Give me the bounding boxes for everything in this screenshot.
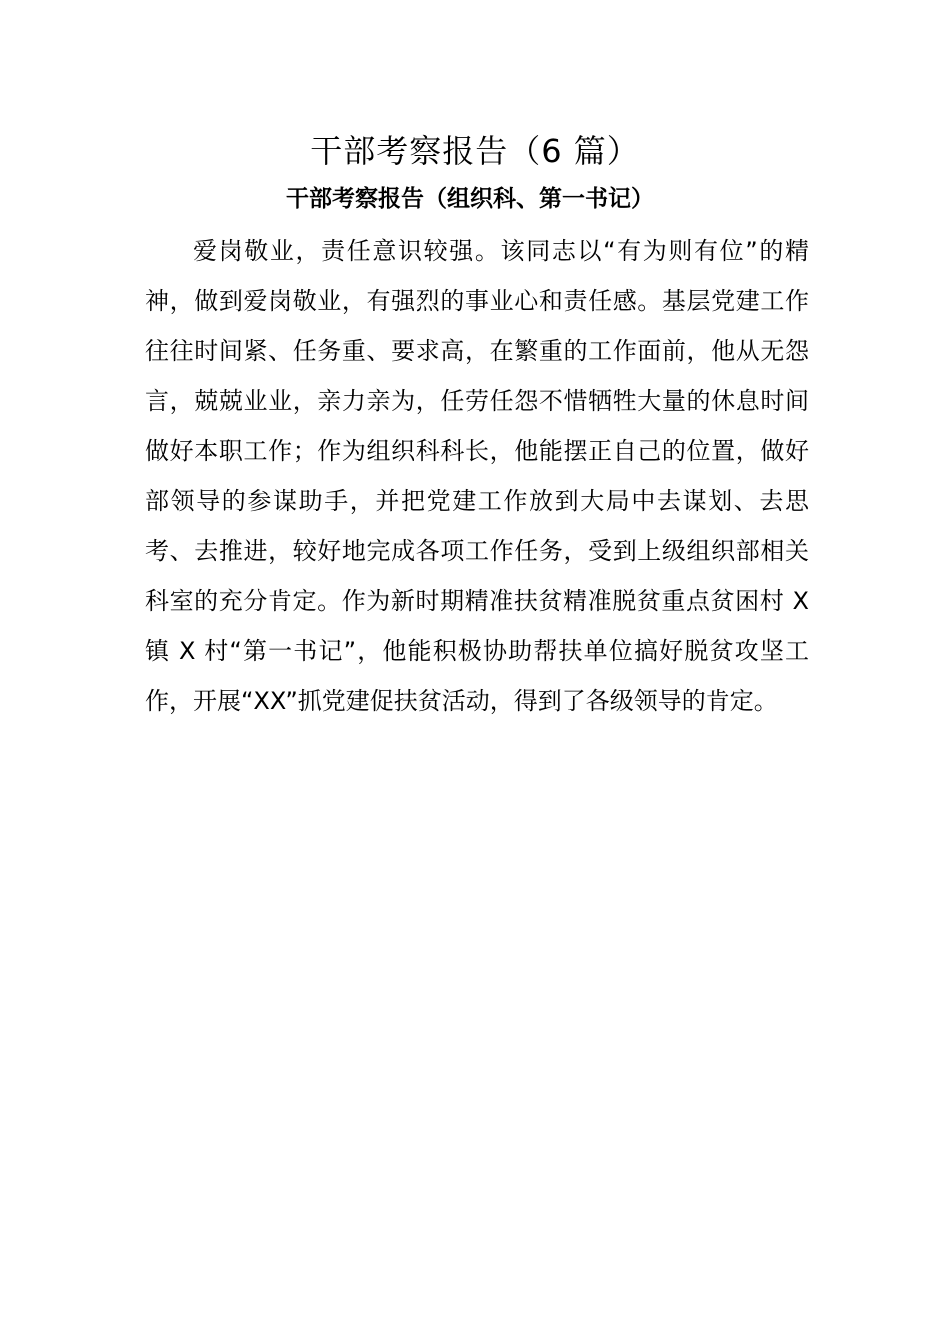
document-subtitle: 干部考察报告（组织科、第一书记） bbox=[286, 186, 654, 212]
document-title: 干部考察报告（6 篇） bbox=[310, 132, 640, 170]
body-paragraph: 爱岗敬业，责任意识较强。该同志以“有为则有位”的精神，做到爱岗敬业，有强烈的事业心和责任感。基层党建工作往往时间紧、任务重、要求高，在繁重的工作面前，他从无怨言，兢兢业业，亲力亲为，任劳任怨不惜牺牲大量的休息时间做好本职工作；作为组织科科长，他能摆正自己的位置，做好部领导的参谋助手，并把党建工作放到大局中去谋划、去思考、去推进，较好地完成各项工作任务，受到上级组织部相关科室的充分肯定。作为新时期精准扶贫精准脱贫重点贫困村 X 镇 X 村“第一书记”，他能积极协助帮扶单位搞好脱贫攻坚工作，开展“XX”抓党建促扶贫活动，得到了各级领导的肯定。 bbox=[145, 237, 809, 715]
